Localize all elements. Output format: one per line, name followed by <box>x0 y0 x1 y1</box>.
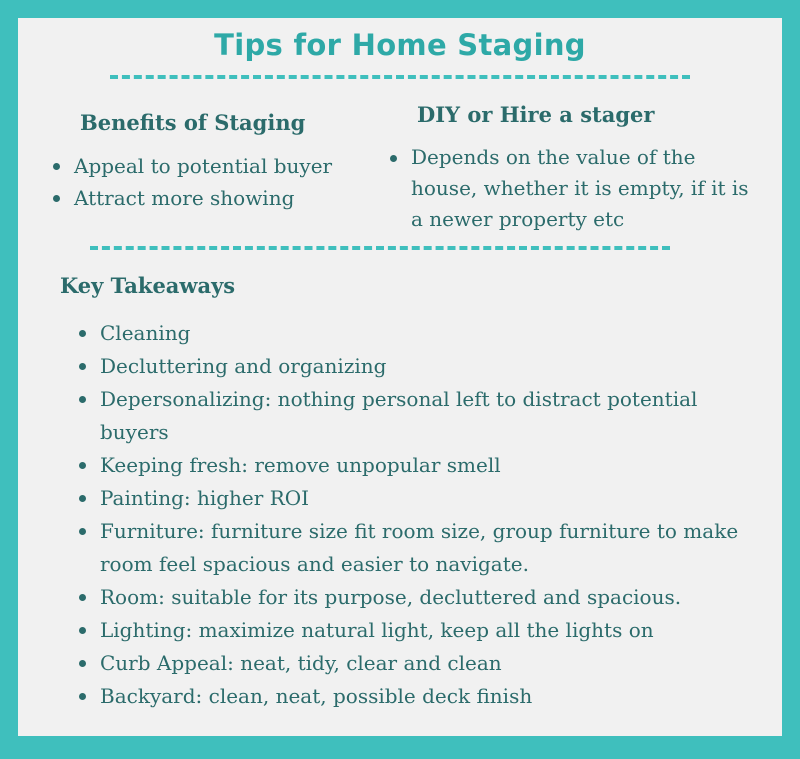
benefits-list <box>52 150 332 214</box>
diy-list <box>389 142 751 235</box>
list-item: Attract more showing <box>74 182 332 214</box>
key-takeaways-list <box>78 317 760 713</box>
list-item: Painting: higher ROI <box>100 482 760 515</box>
list-item: Lighting: maximize natural light, keep all the lights on <box>100 614 760 647</box>
diy-heading: DIY or Hire a stager <box>417 102 655 127</box>
benefits-heading: Benefits of Staging <box>80 110 306 135</box>
list-item: Depersonalizing: nothing personal left to distract potential buyers <box>100 383 760 449</box>
list-item: Room: suitable for its purpose, decluttered and spacious. <box>100 581 760 614</box>
list-item: Depends on the value of the house, whether it is empty, if it is a newer property etc <box>411 142 751 235</box>
list-item: Decluttering and organizing <box>100 350 760 383</box>
list-item: Appeal to potential buyer <box>74 150 332 182</box>
divider-top <box>110 75 690 79</box>
list-item: Backyard: clean, neat, possible deck finish <box>100 680 760 713</box>
list-item: Curb Appeal: neat, tidy, clear and clean <box>100 647 760 680</box>
key-takeaways-heading: Key Takeaways <box>60 273 236 298</box>
divider-middle <box>90 246 670 250</box>
list-item: Furniture: furniture size fit room size, group furniture to make room feel spacious and easier to navigate. <box>100 515 760 581</box>
page-title: Tips for Home Staging <box>214 28 586 62</box>
list-item: Cleaning <box>100 317 760 350</box>
list-item: Keeping fresh: remove unpopular smell <box>100 449 760 482</box>
